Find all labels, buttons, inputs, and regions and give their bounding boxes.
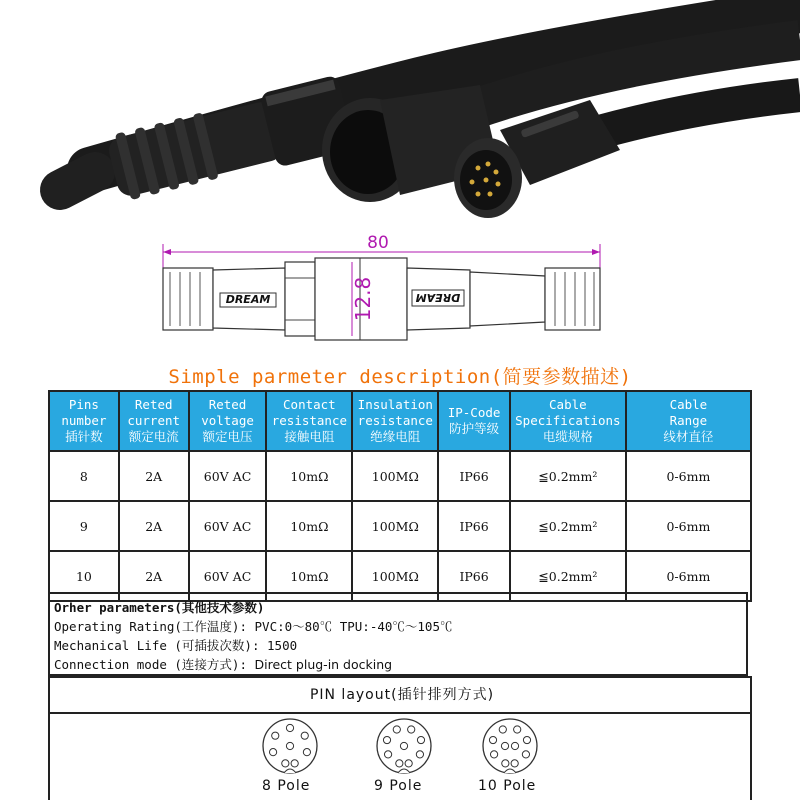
pin-contact: [514, 726, 521, 733]
table-cell: 10mΩ: [266, 551, 352, 601]
pin-diagram-9: [377, 719, 431, 773]
connection-mode: [54, 655, 746, 674]
pin-contact: [511, 760, 518, 767]
table-cell: 10: [49, 551, 119, 601]
pin-contact: [301, 732, 308, 739]
section-title: Simple parmeter description(简要参数描述): [168, 366, 632, 388]
table-cell: 60V AC: [189, 551, 267, 601]
pin-contact: [490, 751, 497, 758]
connection-mode-value: Direct plug-in docking: [254, 657, 393, 672]
table-cell: 10mΩ: [266, 501, 352, 551]
table-cell: IP66: [438, 551, 510, 601]
pin-contact: [291, 760, 298, 767]
header-current: Reted current 额定电流: [119, 391, 189, 451]
pin-contact: [400, 742, 407, 749]
table-cell: 0-6mm: [626, 501, 751, 551]
header-cable-range: Cable Range 线材直径: [626, 391, 751, 451]
pin-contact: [501, 742, 508, 749]
operating-rating: Operating Rating(工作温度): PVC:0～80℃ TPU:-40℃～105℃: [54, 619, 453, 634]
pin-contact: [499, 726, 506, 733]
header-pins: Pins number 插针数: [49, 391, 119, 451]
pin-contact: [272, 732, 279, 739]
pole-label-8: 8 Pole: [262, 778, 311, 794]
pin-contact: [408, 726, 415, 733]
table-header-row: [49, 391, 751, 451]
table-cell: 2A: [119, 551, 189, 601]
brand-right: DREAM: [415, 291, 461, 304]
pin-contact: [522, 751, 529, 758]
pin-contact: [405, 760, 412, 767]
other-parameters: [48, 592, 748, 676]
diameter-dimension: 12.8: [351, 276, 375, 322]
header-ip-code: IP-Code 防护等级: [438, 391, 510, 451]
pin-contact: [384, 751, 391, 758]
table-cell: 9: [49, 501, 119, 551]
table-cell: 2A: [119, 451, 189, 501]
header-contact-resistance: Contact resistance 接触电阻: [266, 391, 352, 451]
table-cell: 2A: [119, 501, 189, 551]
table-cell: ≦0.2mm²: [510, 451, 626, 501]
table-cell: ≦0.2mm²: [510, 551, 626, 601]
table-cell: 8: [49, 451, 119, 501]
pole-label-10: 10 Pole: [478, 778, 537, 794]
pin-contact: [282, 760, 289, 767]
pin-layout-title: PIN layout(插针排列方式): [309, 687, 495, 703]
pin-contact: [286, 724, 293, 731]
table-cell: 100MΩ: [352, 551, 438, 601]
pin-contact: [523, 736, 530, 743]
pin-contact: [502, 760, 509, 767]
pin-contact: [383, 736, 390, 743]
table-row: [49, 501, 751, 551]
header-cable-spec: Cable Specifications 电缆规格: [510, 391, 626, 451]
pin-contact: [416, 751, 423, 758]
table-cell: 100MΩ: [352, 451, 438, 501]
table-cell: IP66: [438, 451, 510, 501]
pin-layout-section: [48, 676, 752, 800]
pin-contact: [303, 749, 310, 756]
other-parameters-heading: Orher parameters(其他技术参数): [54, 600, 265, 615]
pin-contact: [489, 736, 496, 743]
pole-label-9: 9 Pole: [374, 778, 423, 794]
table-row: [49, 451, 751, 501]
length-dimension: 80: [367, 233, 389, 253]
table-cell: 10mΩ: [266, 451, 352, 501]
pin-contact: [511, 742, 518, 749]
spec-table: [48, 390, 752, 602]
header-voltage: Reted voltage 额定电压: [189, 391, 267, 451]
pin-contact: [269, 749, 276, 756]
product-photo: [0, 0, 800, 228]
pin-contact: [393, 726, 400, 733]
table-cell: 60V AC: [189, 451, 267, 501]
table-cell: IP66: [438, 501, 510, 551]
pin-contact: [417, 736, 424, 743]
header-insulation-resistance: Insulation resistance 绝缘电阻: [352, 391, 438, 451]
pin-contact: [396, 760, 403, 767]
brand-left: DREAM: [225, 293, 271, 306]
mechanical-life: Mechanical Life (可插拔次数): 1500: [54, 638, 298, 653]
pin-diagram-8: [263, 719, 317, 773]
table-cell: 0-6mm: [626, 551, 751, 601]
pin-diagram-10: [483, 719, 537, 773]
pin-contact: [286, 742, 293, 749]
connector-drawing: [0, 228, 800, 358]
table-cell: 0-6mm: [626, 451, 751, 501]
table-cell: 100MΩ: [352, 501, 438, 551]
table-cell: ≦0.2mm²: [510, 501, 626, 551]
connection-mode-label: Connection mode (连接方式):: [54, 657, 255, 672]
table-cell: 60V AC: [189, 501, 267, 551]
